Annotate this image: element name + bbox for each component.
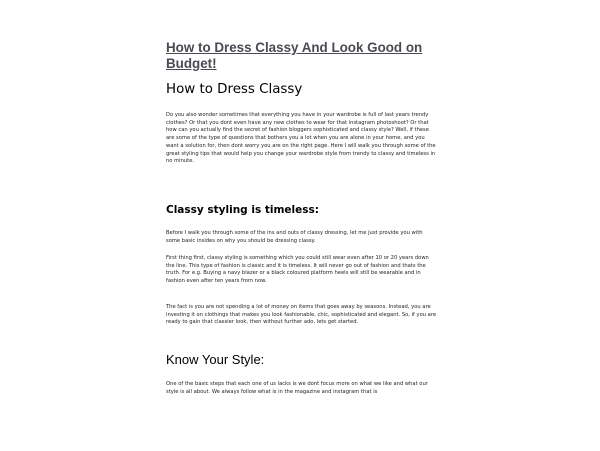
- document-title: How to Dress Classy And Look Good on Budget!: [166, 40, 423, 71]
- section2-paragraph-1: One of the basic steps that each one of us lacks is we dont focus more on what we like and what our style is all about. We always follow what is in the magazine and instagram that is: [166, 381, 428, 395]
- heading-know-your-style: Know Your Style:: [166, 352, 265, 367]
- section1-paragraph-2: First thing first, classy styling is something which you could still wear even after 10 or 20 years down the line. This type of fashion is classic and it is timeless. It will never go out of fashion and thats the truth. For e.g. Buying a navy blazer or a black coloured platform heels will still be wearable and in fashion even after ten years from now.: [166, 255, 429, 285]
- section1-paragraph-1: Before I walk you through some of the ins and outs of classy dressing, let me just provide you with some basic insides on why you should be dressing classy.: [166, 230, 423, 244]
- heading-how-to-dress-classy: How to Dress Classy: [166, 82, 303, 97]
- intro-paragraph: Do you also wonder sometimes that everything you have in your wardrobe is full of last years trendy clothes? Or that you dont even have any new clothes to wear for that instagram photoshoot? Or that how can you actually find the secret of fashion bloggers sophisticated and classy style? Well, if these are some of the type of questions that bothers you a lot when you are alone in your home, and you want a solution for, then dont worry you are on the right page. Here I will walk you through some of the great styling tips that would help you change your wardrobe style from trendy to classy and timeless in no minute.: [166, 112, 436, 165]
- section1-paragraph-3: The fact is you are not spending a lot of money on items that goes away by seasons. Instead, you are investing it on clothings that makes you look fashionable, chic, sophisticated and elegant. So, if you are ready to gain that classier look, then without further ado, lets get started.: [166, 304, 437, 326]
- heading-classy-styling: Classy styling is timeless:: [166, 204, 319, 216]
